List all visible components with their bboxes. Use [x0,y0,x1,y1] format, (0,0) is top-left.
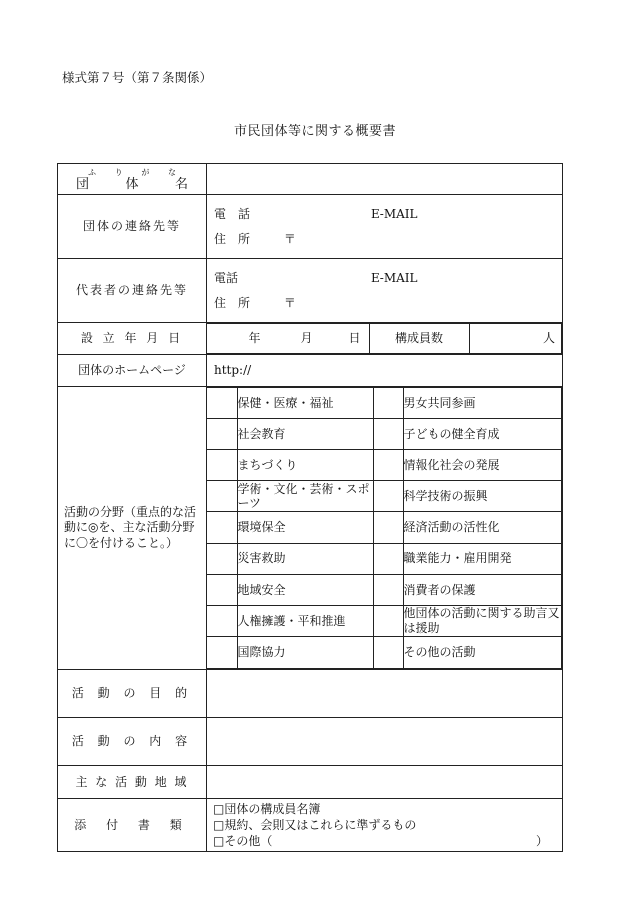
activity-item: 他団体の活動に関する助言又は援助 [403,606,560,635]
activity-check-box[interactable] [207,636,237,668]
activity-item: 職業能力・雇用開発 [403,543,562,574]
postal-mark: 〒 [283,231,296,246]
close-paren: ） [535,834,548,848]
activity-row [207,388,562,419]
attachments-label: 添 付 書 類 [58,799,207,852]
activity-check-box[interactable] [207,574,237,605]
row-established-date [58,323,563,355]
furigana-label: ふ り が な [88,167,176,177]
activity-row [207,512,562,543]
activity-item: 社会教育 [237,419,373,450]
activity-item: 学術・文化・芸術・スポーツ [237,481,373,512]
activity-item: 国際協力 [237,636,373,668]
activity-item: 経済活動の活性化 [403,512,562,543]
activity-row [207,450,562,481]
activity-item: 科学技術の振興 [403,481,562,512]
member-count-label: 構成員数 [369,324,469,354]
activity-check-box[interactable] [207,512,237,543]
form-number: 様式第７号（第７条関係） [62,70,213,85]
activity-item: 環境保全 [237,512,373,543]
organization-name-label: ふ り が な 団 体 名 [58,164,207,195]
overview-form-table [57,163,563,852]
activity-check-box[interactable] [373,605,403,636]
activity-check-box[interactable] [373,512,403,543]
activity-check-box[interactable] [373,636,403,668]
member-count-field[interactable]: 人 [469,324,562,354]
attachment-item[interactable]: □団体の構成員名簿 [213,802,321,816]
activity-check-box[interactable] [373,543,403,574]
attachment-item[interactable]: □規約、会則又はこれらに準ずるもの [213,818,417,832]
attachments-field [207,799,563,852]
activity-item: 情報化社会の発展 [403,450,562,481]
activity-row [207,419,562,450]
postal-mark: 〒 [283,295,296,310]
activity-item: 子どもの健全育成 [403,419,562,450]
row-organization-contact [58,195,563,259]
row-homepage [58,355,563,387]
activity-item: 災害救助 [237,543,373,574]
phone-label: 電 話 [214,207,251,222]
activity-row [207,605,562,636]
activity-item: 消費者の保護 [403,574,562,605]
activity-check-box[interactable] [207,481,237,512]
activity-check-box[interactable] [373,450,403,481]
homepage-label: 団体のホームページ [58,355,207,387]
activity-purpose-label: 活 動 の 目 的 [58,670,207,718]
attachment-item-other[interactable]: □その他（ ） [213,834,548,848]
activity-item: 保健・医療・福祉 [237,388,373,419]
activity-row [207,574,562,605]
organization-name-field[interactable] [207,164,563,195]
activity-content-label: 活 動 の 内 容 [58,718,207,766]
organization-contact-field[interactable] [207,195,563,259]
activity-check-box[interactable] [373,574,403,605]
activity-item: まちづくり [237,450,373,481]
activity-item: 人権擁護・平和推進 [237,605,373,636]
phone-label: 電話 [214,271,239,286]
email-label: E‐MAIL [371,207,418,222]
row-activity-purpose [58,670,563,718]
activity-check-box[interactable] [207,605,237,636]
address-label: 住 所 [214,295,251,310]
established-date-field[interactable]: 年 月 日 [207,324,369,354]
activity-row [207,543,562,574]
representative-contact-label: 代表者の連絡先等 [58,259,207,323]
row-activity-content [58,718,563,766]
activity-check-box[interactable] [207,450,237,481]
activity-row [207,636,562,668]
activity-check-box[interactable] [207,388,237,419]
row-representative-contact [58,259,563,323]
activity-row [207,481,562,512]
email-label: E‐MAIL [371,271,418,286]
row-activity-area [58,766,563,799]
activity-purpose-field[interactable] [207,670,563,718]
activity-fields-label: 活動の分野（重点的な活動に◎を、主な活動分野に〇を付けること。） [58,387,207,670]
activity-content-field[interactable] [207,718,563,766]
activity-area-label: 主 な 活 動 地 域 [58,766,207,799]
activity-item: 地域安全 [237,574,373,605]
row-attachments [58,799,563,852]
activity-check-box[interactable] [373,419,403,450]
activity-item: その他の活動 [403,636,562,668]
activity-item: 男女共同参画 [403,388,562,419]
activity-check-box[interactable] [373,388,403,419]
activity-check-box[interactable] [207,543,237,574]
document-title: 市民団体等に関する概要書 [233,124,396,139]
activity-check-box[interactable] [207,419,237,450]
representative-contact-field[interactable] [207,259,563,323]
organization-contact-label: 団体の連絡先等 [58,195,207,259]
row-activity-fields [58,387,563,670]
activity-check-box[interactable] [373,481,403,512]
address-label: 住 所 [214,231,251,246]
row-organization-name [58,164,563,195]
established-date-label: 設 立 年 月 日 [58,323,207,355]
homepage-field[interactable]: http:// [207,355,563,387]
activity-area-field[interactable] [207,766,563,799]
